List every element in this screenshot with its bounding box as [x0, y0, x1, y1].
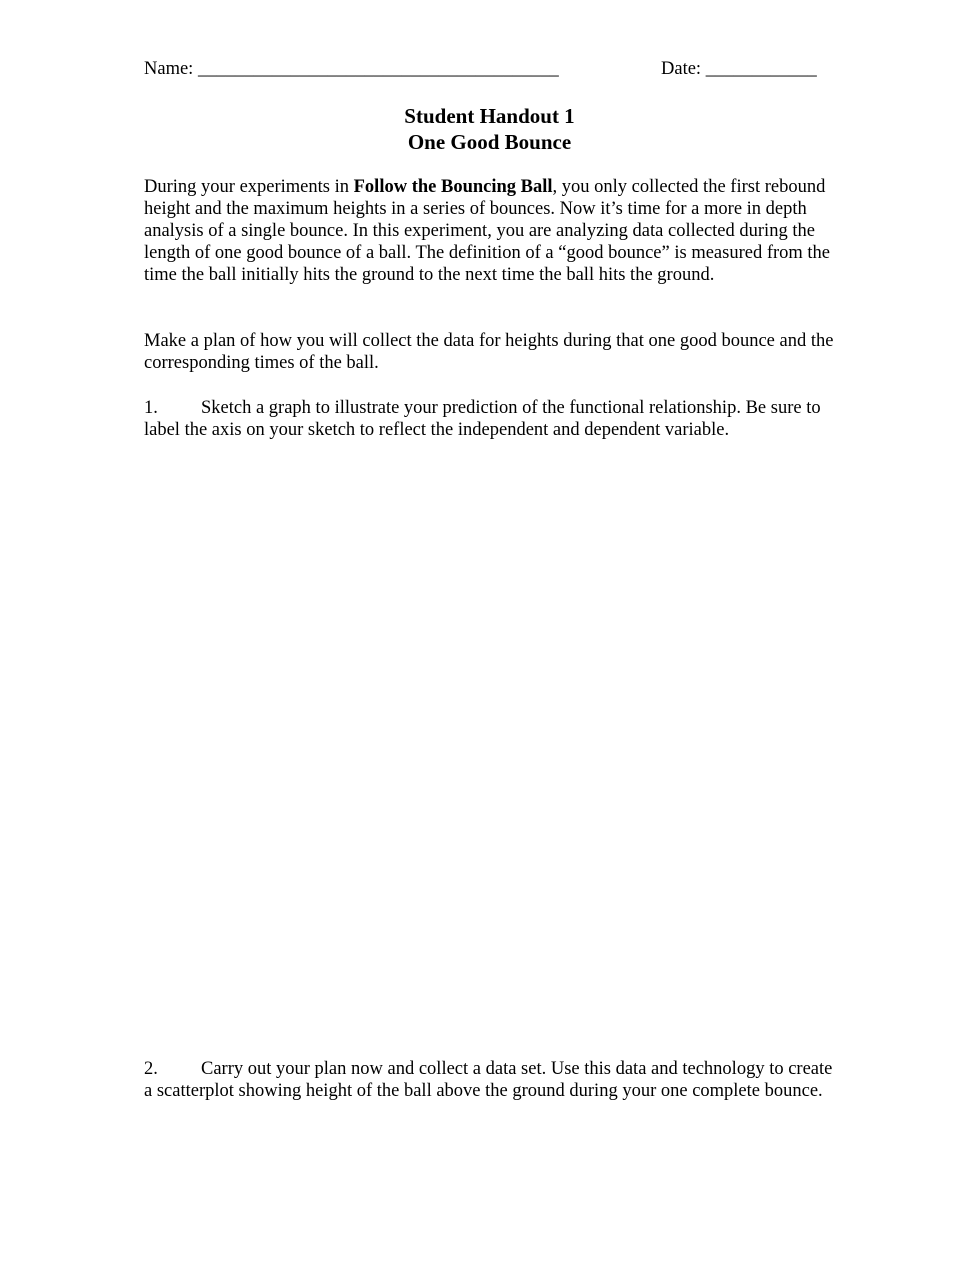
- title-line-1: Student Handout 1: [404, 104, 575, 128]
- question-2-number: 2.: [144, 1059, 158, 1079]
- sketch-answer-area[interactable]: [144, 450, 844, 1040]
- intro-bold-text: Follow the Bouncing Ball: [353, 177, 553, 197]
- question-2-text: Carry out your plan now and collect a data set. Use this data and technology to create a scatterplot showing height of the ball above the ground during your one complete bounce.: [144, 1059, 833, 1101]
- question-1: [144, 397, 844, 441]
- name-blank[interactable]: _______________________________________: [197, 59, 559, 79]
- intro-text-before: During your experiments in: [144, 177, 354, 197]
- page-title: [0, 103, 979, 155]
- name-field[interactable]: [144, 58, 559, 80]
- header-row: [144, 58, 844, 82]
- question-2: [144, 1058, 844, 1102]
- date-field[interactable]: [661, 58, 817, 80]
- intro-paragraph: [144, 176, 844, 286]
- plan-paragraph: Make a plan of how you will collect the data for heights during that one good bounce and the corresponding times of the ball.: [144, 331, 834, 373]
- date-label: Date:: [661, 59, 702, 79]
- name-label: Name:: [144, 59, 194, 79]
- question-1-text: Sketch a graph to illustrate your prediction of the functional relationship. Be sure to label the axis on your sketch to reflect the independent and dependent variable.: [144, 398, 821, 440]
- title-line-2: One Good Bounce: [407, 130, 572, 154]
- date-blank[interactable]: ____________: [705, 59, 817, 79]
- intro-text-after: , you only collected the first rebound height and the maximum heights in a series of bounces. Now it’s time for a more in depth analysis of a single bounce. In this experiment, you are analyzing data collected during the length of one good bounce of a ball. The definition of a “good bounce” is measured from the time the ball initially hits the ground to the next time the ball hits the ground.: [144, 177, 831, 285]
- question-1-number: 1.: [144, 398, 158, 418]
